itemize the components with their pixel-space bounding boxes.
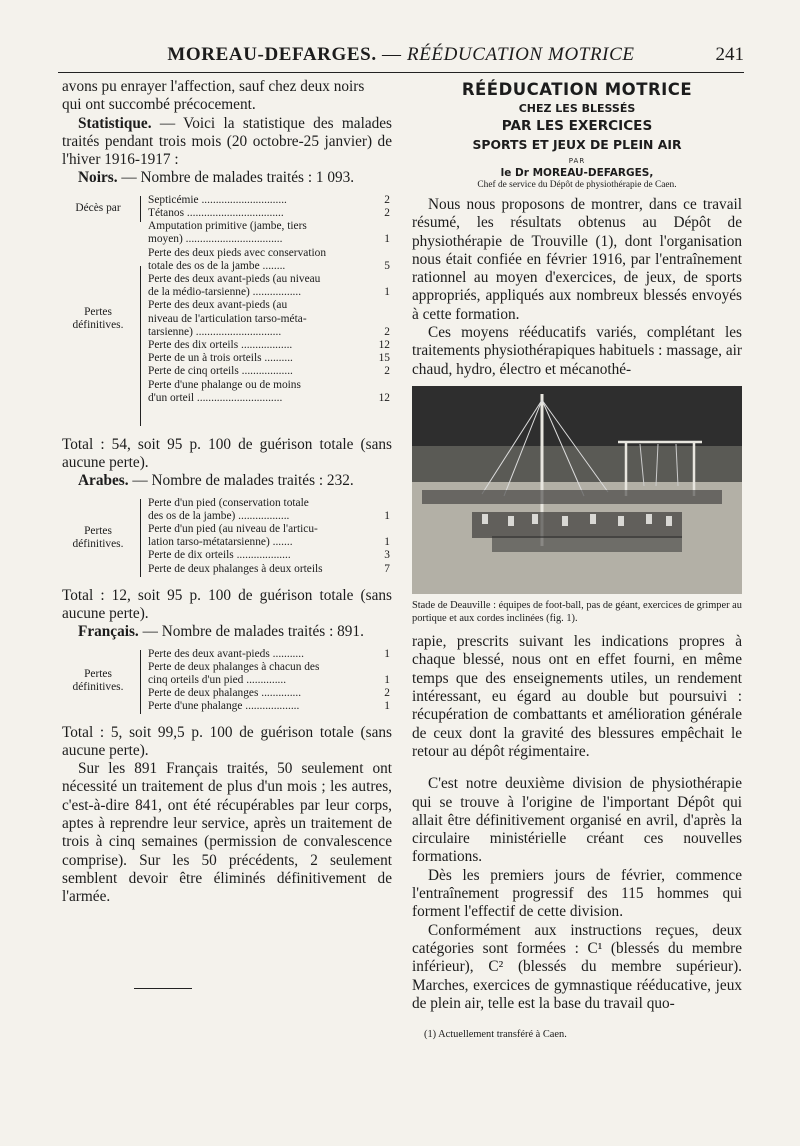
table-row: [62, 207, 392, 220]
loss-description: Perte d'un pied (au niveau de l'articu-: [148, 523, 318, 536]
table-row: [62, 497, 392, 510]
arabes-table: [62, 497, 392, 581]
table-row: [62, 379, 392, 392]
table-row: [62, 352, 392, 365]
left-column: [62, 78, 392, 907]
deces-cell: Tétanos ..................................: [148, 206, 284, 219]
loss-count: 1: [384, 233, 390, 246]
intro-line-1: avons pu enrayer l'affection, sauf chez deux noirs: [62, 78, 365, 95]
photo-illustration: [412, 386, 742, 594]
loss-description: Perte de deux phalanges à chacun des: [148, 660, 320, 673]
paragraph-gap: [412, 761, 742, 775]
loss-description: niveau de l'articulation tarso-méta-: [148, 312, 307, 325]
loss-count: 2: [384, 687, 390, 700]
header-author: MOREAU-DEFARGES.: [167, 44, 377, 65]
loss-count: 7: [384, 562, 390, 575]
loss-description: Perte d'une phalange ou de moins: [148, 378, 301, 391]
francais-count-text: — Nombre de malades traités : 891.: [138, 623, 364, 641]
loss-count: 5: [384, 259, 390, 272]
table-row: [62, 661, 392, 674]
table-row: [62, 313, 392, 326]
loss-count: 1: [384, 673, 390, 686]
statistics-paragraph: [62, 115, 392, 170]
stadium-photo: [412, 386, 742, 594]
paragraph-1: Nous nous proposons de montrer, dans ce travail résumé, les résultats obtenus au Dépôt de physiothérapie de Trouville (1), dont l'organisation nous était confiée en février 1916, par l'entraînement rationnel au moyen d'exercices, de jeux, de sports appropriés, appliqués aux nombreux blessés envoyés à cette formation.: [412, 196, 742, 323]
paragraph-6: Conformément aux instructions reçues, deux catégories sont formées : C¹ (blessés du membre inférieur), C² (blessés du membre supérieur). Marches, exercices de gymnastique rééducative, jeux de plein air, telle est la base du travail quo-: [412, 921, 742, 1012]
francais-heading: [62, 623, 392, 641]
table-row: [62, 273, 392, 286]
arabes-heading: [62, 472, 392, 490]
pertes-label-1: Pertes: [84, 667, 112, 680]
pertes-label-2: définitives.: [72, 537, 124, 550]
arabes-pertes-list: [62, 497, 392, 576]
page-number: 241: [715, 44, 744, 65]
affiliation: Chef de service du Dépôt de physiothérapie de Caen.: [477, 180, 677, 190]
statistics-text: — Voici la statistique des malades traités pendant trois mois (20 octobre-25 janvier) de l'hiver 1916-1917 :: [62, 114, 392, 169]
table-row: [62, 260, 392, 273]
table-row: [62, 365, 392, 378]
par-label: PAR: [568, 157, 586, 165]
paragraph-5: Dès les premiers jours de février, commence l'entraînement progressif des 115 hommes qui forment l'effectif de cette division.: [412, 866, 742, 921]
noirs-count-text: — Nombre de malades traités : 1 093.: [117, 169, 355, 187]
loss-count: 12: [378, 391, 390, 404]
francais-label: Français.: [78, 623, 139, 641]
table-row: [62, 510, 392, 523]
loss-count: 3: [384, 549, 390, 562]
loss-count: 1: [384, 509, 390, 522]
end-rule: [134, 988, 192, 989]
loss-description: d'un orteil ..............................: [148, 391, 283, 404]
paragraph-2: Ces moyens rééducatifs variés, complétant les traitements physiothérapiques habituels : massage, air chaud, hydro, électro et mécanothé-: [412, 324, 742, 378]
table-row: [62, 299, 392, 312]
table-row: [62, 563, 392, 576]
loss-count: 1: [384, 536, 390, 549]
loss-count: 1: [384, 647, 390, 660]
arabes-count-text: — Nombre de malades traités : 232.: [128, 472, 354, 490]
loss-description: Amputation primitive (jambe, tiers: [148, 220, 307, 233]
byline: le Dr MOREAU-DEFARGES,: [500, 167, 654, 179]
table-row: [62, 220, 392, 233]
noirs-heading: [62, 169, 392, 187]
loss-description: Perte d'une phalange ...................: [148, 700, 300, 713]
table-row: [62, 392, 392, 405]
table-row: [62, 326, 392, 339]
francais-pertes-list: [62, 648, 392, 714]
deces-value: 2: [384, 206, 390, 219]
article-subtitle-2: PAR LES EXERCICES: [501, 118, 653, 134]
header-separator: —: [376, 44, 407, 65]
paragraph-3: rapie, prescrits suivant les indications propres à chaque blessé, nous ont en effet fourni, en même temps que des enseignements utiles, un rendement intéressant, eu égard au double but poursuivi : récupération de combattants et amélioration générale de ceux dont la gravité des blessures empêchait le retour au dépôt régimentaire.: [412, 633, 742, 760]
loss-description: de la médio-tarsienne) .................: [148, 286, 302, 299]
running-title: [58, 44, 744, 66]
deces-value: 2: [384, 193, 390, 206]
pertes-label-2: définitives.: [72, 318, 124, 331]
loss-description: tarsienne) ..............................: [148, 325, 282, 338]
loss-description: Perte des deux avant-pieds ...........: [148, 647, 304, 660]
right-column: [412, 78, 742, 1040]
loss-count: 15: [378, 352, 390, 365]
article-subtitle-1: CHEZ LES BLESSÉS: [518, 102, 636, 115]
loss-description: Perte d'un pied (conservation totale: [148, 496, 309, 509]
table-row: [62, 339, 392, 352]
running-header: [58, 42, 744, 73]
loss-count: 2: [384, 325, 390, 338]
table-row: [62, 549, 392, 562]
loss-description: Perte des deux avant-pieds (au: [148, 299, 288, 312]
loss-count: 1: [384, 700, 390, 713]
table-row: [62, 648, 392, 661]
loss-description: Perte de deux phalanges ..............: [148, 687, 302, 700]
loss-description: Perte des dix orteils ..................: [148, 339, 293, 352]
header-topic: RÉÉDUCATION MOTRICE: [406, 44, 635, 65]
loss-description: Perte de un à trois orteils ..........: [148, 352, 293, 365]
loss-description: moyen) ..................................: [148, 233, 283, 246]
noirs-table: [62, 194, 392, 430]
loss-description: Perte des deux pieds avec conservation: [148, 246, 327, 259]
table-row: [62, 687, 392, 700]
pertes-label-1: Pertes: [84, 524, 112, 537]
footnote: (1) Actuellement transféré à Caen.: [424, 1029, 567, 1041]
paragraph-4: C'est notre deuxième division de physiothérapie qui se trouve à l'origine de l'important Dépôt qui allait être définitivement organisé en avril, d'après la circulaire ministérielle créant ces nouvelles formations.: [412, 775, 742, 866]
noirs-pertes-list: [62, 220, 392, 405]
deces-label: Décès par: [75, 201, 121, 214]
table-row: [62, 233, 392, 246]
table-row: [62, 247, 392, 260]
table-row: [62, 536, 392, 549]
francais-total: Total : 5, soit 99,5 p. 100 de guérison totale (sans aucune perte).: [62, 723, 392, 759]
photo-caption: Stade de Deauville : équipes de foot-ball, pas de géant, exercices de grimper au portique et aux cordes inclinées (fig. 1).: [412, 599, 742, 624]
pertes-label-1: Pertes: [84, 305, 112, 318]
noirs-label: Noirs.: [78, 169, 118, 187]
loss-description: Perte de cinq orteils ..................: [148, 365, 293, 378]
loss-description: totale des os de la jambe ........: [148, 259, 286, 272]
pertes-label-2: définitives.: [72, 680, 124, 693]
article-subtitle-3: SPORTS ET JEUX DE PLEIN AIR: [472, 137, 682, 152]
article-title: RÉÉDUCATION MOTRICE: [461, 80, 693, 99]
loss-description: lation tarso-métatarsienne) .......: [148, 536, 293, 549]
loss-description: Perte de deux phalanges à deux orteils: [148, 562, 323, 575]
arabes-label: Arabes.: [78, 472, 129, 490]
closing-paragraph: Sur les 891 Français traités, 50 seulement ont nécessité un traitement de plus d'un mois ; les autres, c'est-à-dire 841, ont été récupérables par leur corps, aptes à reprendre leur service, après un traitement de trois à cinq semaines (permission de convalescence comprise). Sur les 50 précédents, 2 seulement semblent devoir être éliminés définitivement de l'armée.: [62, 760, 392, 906]
loss-count: 1: [384, 286, 390, 299]
table-row: [62, 523, 392, 536]
table-row: [62, 194, 392, 207]
statistics-label: Statistique.: [78, 114, 152, 132]
arabes-total: Total : 12, soit 95 p. 100 de guérison totale (sans aucune perte).: [62, 586, 392, 622]
table-row: [62, 674, 392, 687]
loss-description: Perte de dix orteils ...................: [148, 549, 291, 562]
loss-description: Perte des deux avant-pieds (au niveau: [148, 273, 321, 285]
table-row: [62, 286, 392, 299]
loss-count: 12: [378, 339, 390, 352]
deces-cell: Septicémie ..............................: [148, 193, 287, 206]
intro-line-2: qui ont succombé précocement.: [62, 96, 256, 114]
loss-description: des os de la jambe) ..................: [148, 509, 290, 522]
table-row: [62, 700, 392, 713]
noirs-total: Total : 54, soit 95 p. 100 de guérison totale (sans aucune perte).: [62, 435, 392, 472]
loss-count: 2: [384, 365, 390, 378]
francais-table: [62, 648, 392, 718]
loss-description: cinq orteils d'un pied ..............: [148, 673, 287, 686]
